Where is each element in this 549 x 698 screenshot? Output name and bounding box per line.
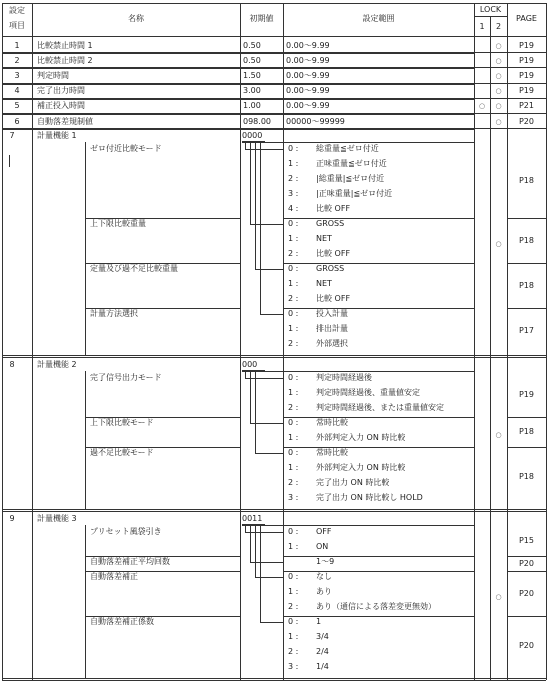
option-label: 外部判定入力 ON 時比較 xyxy=(316,463,406,473)
sub-divider xyxy=(283,218,474,219)
sub-divider xyxy=(507,616,546,617)
sub-item-page: P15 xyxy=(518,536,534,546)
row-setting-range: 00000～99999 xyxy=(286,116,345,126)
sub-column-divider xyxy=(85,525,86,678)
option-code: 2 : xyxy=(288,403,299,413)
text-cursor xyxy=(9,155,10,167)
option-code: 1 : xyxy=(288,433,299,443)
row-name: 自動落差規制値 xyxy=(37,116,93,126)
option-code: 1 : xyxy=(288,542,299,552)
column-divider xyxy=(490,36,491,680)
sub-divider xyxy=(507,571,546,572)
option-code: 0 : xyxy=(288,572,299,582)
option-code: 3 : xyxy=(288,189,299,199)
sub-item-name: 完了信号出力モード xyxy=(90,373,162,383)
header-item-no: 設定 xyxy=(9,6,25,15)
sub-divider xyxy=(283,571,474,572)
option-label: OFF xyxy=(316,527,332,537)
group-initial-value: 0011 xyxy=(242,514,263,524)
group-initial-value: 0000 xyxy=(242,131,263,141)
sub-divider xyxy=(283,308,474,309)
row-name: 完了出力時間 xyxy=(37,86,85,96)
lock2-mark: ○ xyxy=(495,592,502,601)
sub-item-page: P17 xyxy=(518,325,534,335)
lock2-mark: ○ xyxy=(495,56,502,65)
digit-bracket xyxy=(250,142,251,224)
row-number: 3 xyxy=(14,70,20,80)
option-code: 2 : xyxy=(288,478,299,488)
sub-item-page: P18 xyxy=(518,280,534,290)
row-page: P19 xyxy=(518,70,534,80)
digit-bracket xyxy=(255,371,256,453)
option-code: 0 : xyxy=(288,309,299,319)
option-code: 3 : xyxy=(288,493,299,503)
sub-item-name: 自動落差補正係数 xyxy=(90,617,154,627)
sub-item-name: 上下限比較モード xyxy=(90,418,154,428)
option-code: 1 : xyxy=(288,324,299,334)
group-header-divider xyxy=(242,525,474,526)
option-code: 0 : xyxy=(288,527,299,537)
option-label: |正味重量|≦ゼロ付近 xyxy=(316,189,393,199)
option-code: 1 : xyxy=(288,463,299,473)
header-page: PAGE xyxy=(516,14,537,23)
option-label: 1/4 xyxy=(316,662,329,672)
row-divider-double xyxy=(2,53,474,54)
table-top-border xyxy=(2,3,546,4)
column-divider xyxy=(240,3,241,680)
header-range: 設定範囲 xyxy=(362,14,395,23)
sub-item-name: 上下限比較重量 xyxy=(90,219,146,229)
lock2-mark: ○ xyxy=(495,102,502,111)
row-divider-double xyxy=(2,99,474,100)
option-label: 排出計量 xyxy=(316,324,348,334)
option-label: |総重量|≦ゼロ付近 xyxy=(316,174,385,184)
header-lock2: 2 xyxy=(495,22,502,31)
row-number: 1 xyxy=(14,40,20,50)
group-bottom-border xyxy=(2,678,546,679)
option-label: 完了出力 ON 時比較 xyxy=(316,478,390,488)
option-code: 2 : xyxy=(288,647,299,657)
row-initial-value: 0.50 xyxy=(243,55,261,65)
column-divider xyxy=(490,16,491,36)
column-divider xyxy=(474,3,475,680)
row-setting-range: 0.00～9.99 xyxy=(286,86,330,96)
sub-item-name: 自動落差補正 xyxy=(90,572,138,582)
row-setting-range: 0.00～9.99 xyxy=(286,55,330,65)
option-label: GROSS xyxy=(316,219,345,229)
row-name: 判定時間 xyxy=(37,70,69,80)
option-label: なし xyxy=(316,572,332,582)
lock2-mark: ○ xyxy=(495,87,502,96)
sub-divider xyxy=(283,263,474,264)
option-label: 常時比較 xyxy=(316,418,348,428)
group-number: 7 xyxy=(9,131,15,141)
sub-item-name: ゼロ付近比較モード xyxy=(90,144,162,154)
digit-bracket xyxy=(255,453,283,454)
sub-item-page: P20 xyxy=(518,641,534,651)
column-divider xyxy=(507,3,508,680)
option-code: 0 : xyxy=(288,144,299,154)
option-label: 正味重量≦ゼロ付近 xyxy=(316,159,387,169)
option-code: 1 : xyxy=(288,159,299,169)
group-number: 9 xyxy=(9,514,15,524)
option-label: 常時比較 xyxy=(316,448,348,458)
option-label: GROSS xyxy=(316,264,345,274)
option-code: 2 : xyxy=(288,339,299,349)
row-setting-range: 0.00～9.99 xyxy=(286,101,330,111)
row-name: 補正投入時間 xyxy=(37,101,85,111)
sub-item-name: 定量及び過不足比較重量 xyxy=(90,264,178,274)
row-number: 4 xyxy=(14,86,20,96)
sub-item-name: 過不足比較モード xyxy=(90,448,154,458)
sub-divider xyxy=(283,417,474,418)
option-code: 2 : xyxy=(288,602,299,612)
digit-bracket xyxy=(260,525,261,622)
option-label: NET xyxy=(316,279,332,289)
sub-divider xyxy=(507,556,546,557)
option-label: 完了出力 ON 時比較し HOLD xyxy=(316,493,423,503)
row-divider-double xyxy=(2,68,474,69)
header-name: 名称 xyxy=(128,14,144,23)
option-label: 1～9 xyxy=(316,557,335,567)
sub-item-name: プリセット風袋引き xyxy=(90,527,162,537)
header-item-no: 項目 xyxy=(9,21,25,30)
row-initial-value: 1.00 xyxy=(243,101,261,111)
lock2-mark: ○ xyxy=(495,117,502,126)
option-label: 1 xyxy=(316,617,322,627)
option-label: 2/4 xyxy=(316,647,329,657)
digit-bracket xyxy=(260,622,283,623)
group-bottom-border xyxy=(2,355,546,356)
sub-item-name: 自動落差補正平均回数 xyxy=(90,557,170,567)
row-initial-value: 098.00 xyxy=(243,116,271,126)
row-setting-range: 0.00～9.99 xyxy=(286,70,330,80)
option-code: 1 : xyxy=(288,234,299,244)
option-code: 2 : xyxy=(288,174,299,184)
option-label: あり（通信による落差変更無効） xyxy=(316,602,436,612)
option-label: 総重量≦ゼロ付近 xyxy=(316,144,379,154)
sub-divider xyxy=(507,308,546,309)
lock2-mark: ○ xyxy=(495,239,502,248)
option-label: 判定時間経過後、重量値安定 xyxy=(316,388,420,398)
row-name: 比較禁止時間 1 xyxy=(37,40,93,50)
group-number: 8 xyxy=(9,360,15,370)
sub-item-page: P18 xyxy=(518,235,534,245)
option-label: 比較 OFF xyxy=(316,204,351,214)
sub-column-divider xyxy=(85,142,86,355)
row-divider-double xyxy=(2,114,474,115)
group-initial-value: 000 xyxy=(242,360,258,370)
sub-column-divider xyxy=(85,371,86,509)
sub-item-page: P18 xyxy=(518,472,534,482)
row-initial-value: 0.50 xyxy=(243,40,261,50)
option-code: 1 : xyxy=(288,279,299,289)
option-code: 0 : xyxy=(288,617,299,627)
option-code: 0 : xyxy=(288,373,299,383)
sub-divider xyxy=(507,447,546,448)
digit-bracket xyxy=(255,525,256,577)
digit-bracket xyxy=(250,371,251,423)
group-name: 計量機能 1 xyxy=(37,131,77,141)
sub-divider xyxy=(283,556,474,557)
option-label: 投入計量 xyxy=(316,309,348,319)
row-page: P21 xyxy=(518,101,534,111)
lock2-mark: ○ xyxy=(495,71,502,80)
group-name: 計量機能 2 xyxy=(37,360,77,370)
column-divider xyxy=(283,3,284,680)
digit-bracket xyxy=(245,371,246,378)
option-label: 外部判定入力 ON 時比較 xyxy=(316,433,406,443)
option-code: 1 : xyxy=(288,388,299,398)
sub-item-page: P20 xyxy=(518,588,534,598)
group-bottom-border-double xyxy=(2,511,546,512)
group-bottom-border-double xyxy=(2,680,546,681)
row-initial-value: 3.00 xyxy=(243,86,261,96)
row-number: 5 xyxy=(14,101,20,111)
row-page: P19 xyxy=(518,40,534,50)
sub-item-page: P18 xyxy=(518,175,534,185)
lock1-mark: ○ xyxy=(478,102,486,111)
option-code: 1 : xyxy=(288,632,299,642)
lock2-mark: ○ xyxy=(495,41,502,50)
table-right-border xyxy=(546,3,547,680)
option-code: 0 : xyxy=(288,219,299,229)
table-left-border xyxy=(2,3,3,680)
group-bottom-border-double xyxy=(2,357,546,358)
option-code: 2 : xyxy=(288,294,299,304)
sub-item-page: P20 xyxy=(518,558,534,568)
sub-divider xyxy=(283,616,474,617)
option-code: 2 : xyxy=(288,249,299,259)
option-label: ON xyxy=(316,542,329,552)
row-setting-range: 0.00～9.99 xyxy=(286,40,330,50)
row-number: 2 xyxy=(14,55,20,65)
digit-bracket xyxy=(260,314,283,315)
sub-divider xyxy=(283,447,474,448)
digit-bracket xyxy=(245,525,246,532)
digit-bracket xyxy=(245,142,246,149)
option-code: 0 : xyxy=(288,448,299,458)
digit-bracket xyxy=(250,525,251,562)
digit-bracket xyxy=(260,142,261,314)
row-number: 6 xyxy=(14,116,20,126)
option-code: 4 : xyxy=(288,204,299,214)
option-code: 3 : xyxy=(288,662,299,672)
option-code: 1 : xyxy=(288,587,299,597)
sub-item-name: 計量方法選択 xyxy=(90,309,138,319)
column-divider xyxy=(32,3,33,680)
option-label: 比較 OFF xyxy=(316,249,351,259)
sub-item-page: P18 xyxy=(518,427,534,437)
option-label: 判定時間経過後、または重量値安定 xyxy=(316,403,444,413)
option-label: あり xyxy=(316,587,332,597)
sub-divider xyxy=(507,417,546,418)
sub-item-page: P19 xyxy=(518,389,534,399)
sub-divider xyxy=(507,218,546,219)
option-label: 外部選択 xyxy=(316,339,348,349)
row-initial-value: 1.50 xyxy=(243,70,261,80)
header-lock1: 1 xyxy=(479,22,485,31)
option-label: 3/4 xyxy=(316,632,329,642)
row-page: P19 xyxy=(518,55,534,65)
option-label: NET xyxy=(316,234,332,244)
sub-divider xyxy=(507,263,546,264)
header-bottom-border xyxy=(2,36,546,37)
header-initial: 初期値 xyxy=(249,14,274,23)
lock2-mark: ○ xyxy=(495,431,502,440)
group-bottom-border xyxy=(2,509,546,510)
row-divider-double xyxy=(2,84,474,85)
option-label: 判定時間経過後 xyxy=(316,373,372,383)
row-page: P19 xyxy=(518,86,534,96)
row-page: P20 xyxy=(518,116,534,126)
row-name: 比較禁止時間 2 xyxy=(37,55,93,65)
option-code: 0 : xyxy=(288,418,299,428)
option-code: 0 : xyxy=(288,264,299,274)
digit-bracket xyxy=(255,142,256,269)
header-lock: LOCK xyxy=(479,5,502,14)
group-name: 計量機能 3 xyxy=(37,514,77,524)
option-label: 比較 OFF xyxy=(316,294,351,304)
